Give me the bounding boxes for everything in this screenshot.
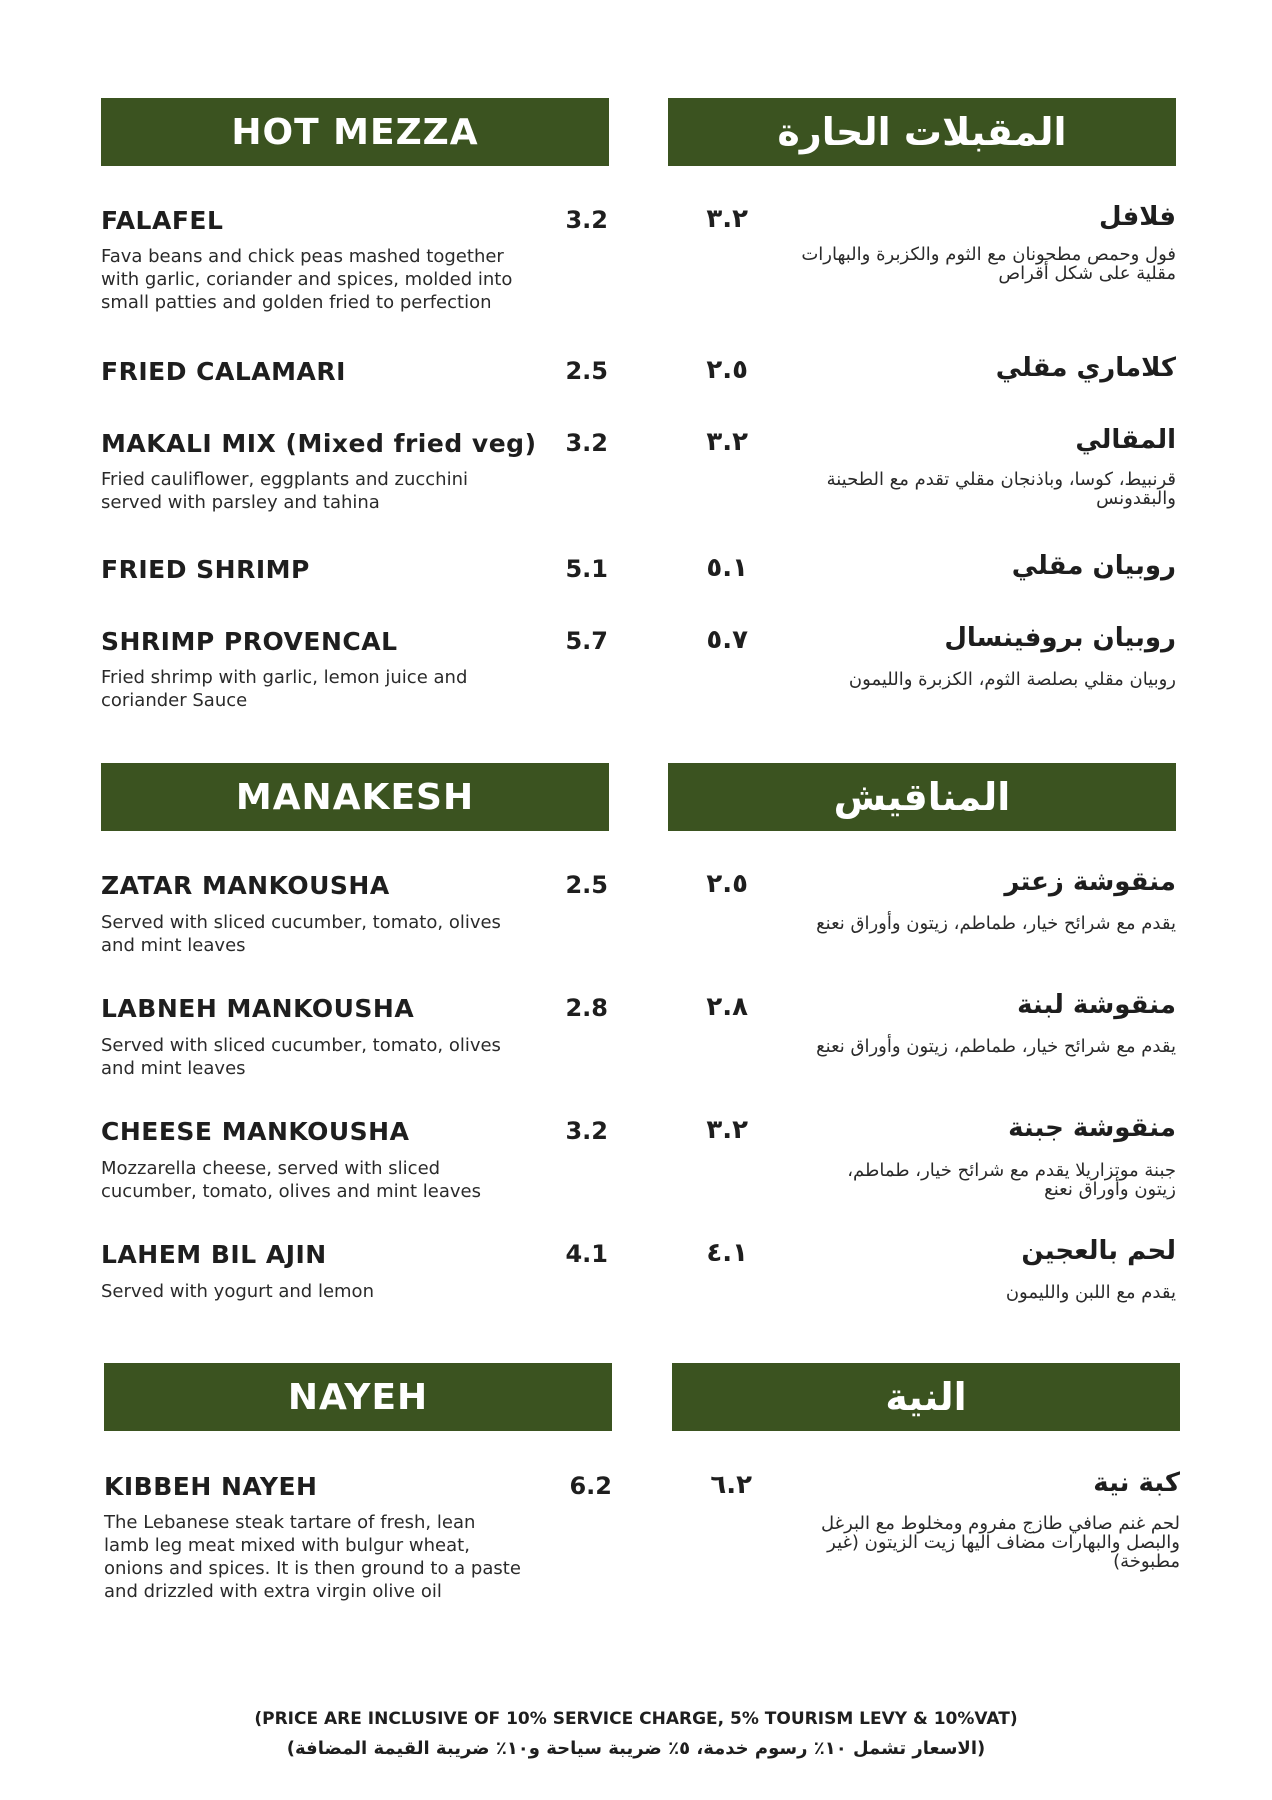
item-name: LABNEH MANKOUSHA <box>101 994 415 1023</box>
item-description-ar: يقدم مع شرائح خيار، طماطم، زيتون وأوراق نعنع <box>816 913 1176 934</box>
item-description-ar: يقدم مع شرائح خيار، طماطم، زيتون وأوراق نعنع <box>816 1036 1176 1057</box>
item-price-ar: ٤.١ <box>706 1238 748 1268</box>
item-name: MAKALI MIX (Mixed fried veg) <box>101 429 537 458</box>
item-name: KIBBEH NAYEH <box>104 1472 318 1501</box>
item-description: Served with sliced cucumber, tomato, olives and mint leaves <box>101 912 501 956</box>
item-name-ar: فلافل <box>1099 202 1176 232</box>
item-name: FRIED SHRIMP <box>101 555 310 584</box>
item-name: ZATAR MANKOUSHA <box>101 871 390 900</box>
item-description-ar: فول وحمص مطحونان مع الثوم والكزبرة والبهارات مقلية على شكل أقراص <box>801 244 1176 284</box>
item-price: 3.2 <box>565 1117 608 1145</box>
section-header-nayeh-ar: النية <box>672 1363 1180 1431</box>
item-price-ar: ٦.٢ <box>710 1470 752 1500</box>
item-description: Fried shrimp with garlic, lemon juice and coriander Sauce <box>101 667 468 711</box>
footer-note: (PRICE ARE INCLUSIVE OF 10% SERVICE CHARGE, 5% TOURISM LEVY & 10%VAT) <box>254 1709 1018 1729</box>
item-description-ar: روبيان مقلي بصلصة الثوم، الكزبرة والليمون <box>848 669 1176 690</box>
item-name-ar: روبيان بروفينسال <box>944 623 1176 653</box>
item-price-ar: ٢.٥ <box>706 355 748 385</box>
item-name-ar: كبة نية <box>1093 1468 1180 1498</box>
item-description: Served with sliced cucumber, tomato, olives and mint leaves <box>101 1035 501 1079</box>
item-description: The Lebanese steak tartare of fresh, lean lamb leg meat mixed with bulgur wheat, onions and spices. It is then ground to a paste and drizzled with extra virgin olive oil <box>104 1512 521 1602</box>
item-price: 3.2 <box>565 429 608 457</box>
section-header-hot-mezza-ar: المقبلات الحارة <box>668 98 1176 166</box>
item-name: LAHEM BIL AJIN <box>101 1240 327 1269</box>
item-price: 6.2 <box>569 1472 612 1500</box>
section-header-nayeh: NAYEH <box>104 1363 612 1431</box>
item-price-ar: ٥.١ <box>706 553 748 583</box>
item-price: 5.7 <box>565 627 608 655</box>
item-name: FRIED CALAMARI <box>101 357 346 386</box>
item-name-ar: منقوشة زعتر <box>1004 867 1176 897</box>
item-price: 4.1 <box>565 1240 608 1268</box>
item-name-ar: كلاماري مقلي <box>995 353 1176 383</box>
item-price: 2.8 <box>565 994 608 1022</box>
item-name: SHRIMP PROVENCAL <box>101 627 398 656</box>
section-header-manakesh-ar: المناقيش <box>668 763 1176 831</box>
section-header-hot-mezza: HOT MEZZA <box>101 98 609 166</box>
item-description: Fava beans and chick peas mashed together with garlic, coriander and spices, molded into small patties and golden fried to perfection <box>101 246 513 313</box>
item-description-ar: يقدم مع اللبن والليمون <box>1005 1282 1176 1303</box>
item-name-ar: المقالي <box>1075 425 1176 455</box>
item-price: 2.5 <box>565 871 608 899</box>
item-name-ar: منقوشة لبنة <box>1017 990 1176 1020</box>
item-price: 5.1 <box>565 555 608 583</box>
item-name: FALAFEL <box>101 206 224 235</box>
section-header-manakesh: MANAKESH <box>101 763 609 831</box>
item-price-ar: ٣.٢ <box>706 1115 748 1145</box>
item-price-ar: ٢.٨ <box>706 992 748 1022</box>
item-price: 3.2 <box>565 206 608 234</box>
item-price-ar: ٣.٢ <box>706 204 748 234</box>
item-description-ar: جبنة موتزاريلا يقدم مع شرائح خيار، طماطم، زيتون وأوراق نعنع <box>847 1160 1176 1200</box>
item-name-ar: منقوشة جبنة <box>1008 1113 1176 1143</box>
item-description-ar: لحم غنم صافي طازج مفروم ومخلوط مع البرغل والبصل والبهارات مضاف اليها زيت الزيتون (غير مطبوخة) <box>821 1513 1180 1572</box>
item-price: 2.5 <box>565 357 608 385</box>
item-price-ar: ٣.٢ <box>706 427 748 457</box>
item-price-ar: ٢.٥ <box>706 869 748 899</box>
item-description: Served with yogurt and lemon <box>101 1281 374 1302</box>
item-description-ar: قرنبيط، كوسا، وباذنجان مقلي تقدم مع الطحينة والبقدونس <box>826 469 1176 509</box>
item-description: Fried cauliflower, eggplants and zucchini served with parsley and tahina <box>101 469 468 513</box>
item-description: Mozzarella cheese, served with sliced cucumber, tomato, olives and mint leaves <box>101 1158 481 1202</box>
item-name-ar: لحم بالعجين <box>1021 1236 1176 1266</box>
footer-note-ar: (الاسعار تشمل ١٠٪ رسوم خدمة، ٥٪ ضريبة سياحة و١٠٪ ضريبة القيمة المضافة) <box>286 1738 986 1759</box>
item-price-ar: ٥.٧ <box>706 625 748 655</box>
item-name-ar: روبيان مقلي <box>1011 551 1176 581</box>
item-name: CHEESE MANKOUSHA <box>101 1117 410 1146</box>
